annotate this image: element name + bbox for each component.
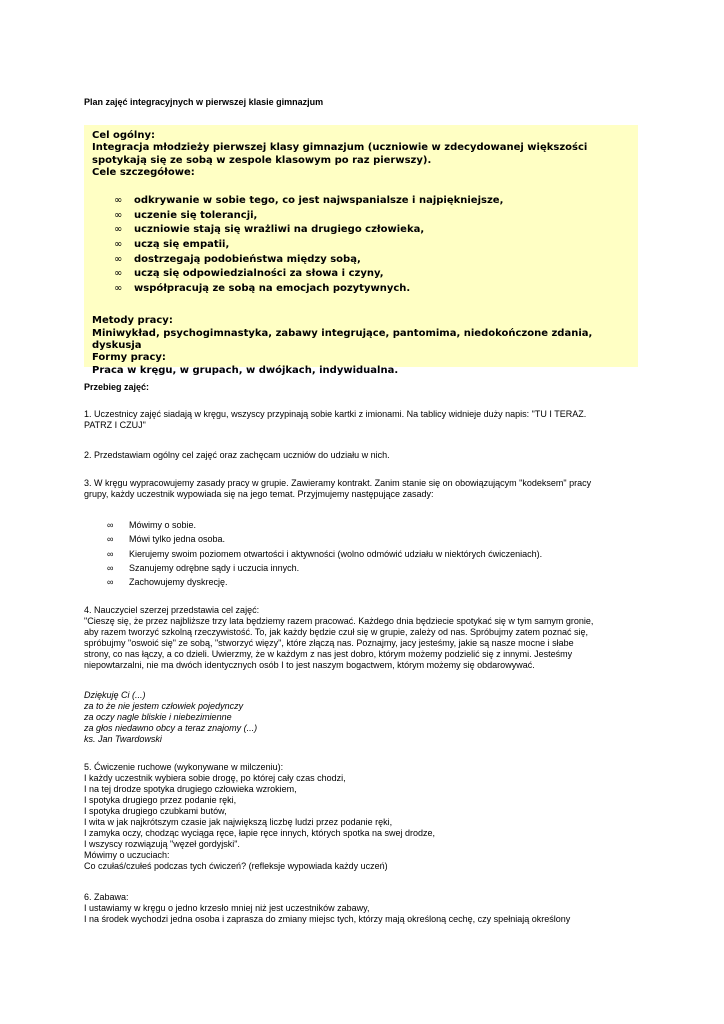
paragraph-6: 6. Zabawa: I ustawiamy w kręgu o jedno krzesło mniej niż jest uczestników zabawy, I na środek wychodzi jedna osoba i zaprasza do zmiany miejsc tych, którzy mają określoną cechę, czy spełniają określony (84, 892, 571, 924)
infinity-bullet-icon: ∞ (114, 282, 123, 294)
paragraph-5: 5. Ćwiczenie ruchowe (wykonywane w milczeniu): I każdy uczestnik wybiera sobie drogę, po której cały czas chodzi, I na tej drodze spotyka drugiego człowieka wzrokiem, I spotyka drugiego przez podanie ręki, I spotyka drugiego czubkami butów, I wita w jak najkrótszym czasie jak największą liczbę ludzi przez podanie ręki, I zamyka oczy, chodząc wyciąga ręce, łapie ręce innych, których spotka na swej drodze, I wszyscy rozwiązują "węzeł gordyjski". Mówimy o uczuciach: Co czułaś/czułeś podczas tych ćwiczeń? (refleksje wypowiada każdy uczeń) (84, 762, 435, 871)
infinity-bullet-icon: ∞ (107, 534, 114, 545)
infinity-bullet-icon: ∞ (107, 562, 114, 573)
infinity-bullet-icon: ∞ (107, 520, 114, 530)
infinity-bullet-icon: ∞ (114, 253, 123, 265)
poem-quote: Dziękuję Ci (...) za to że nie jestem człowiek pojedynczy za oczy nagle bliskie i niebezimienne za głos niedawno obcy a teraz znajomy (...) ks. Jan Twardowski (84, 690, 640, 745)
paragraph-4: 4. Nauczyciel szerzej przedstawia cel zajęć: "Cieszę się, że przez najbliższe trzy lata będziemy razem pracować. Każdego dnia będziecie spotykać się w tym samym gronie, aby razem tworzyć szkolną rzeczywistość. To, jak każdy będzie czuł się w grupie, zależy od nas. Spróbujmy zatem poznać się, spróbujmy "oswoić się" ze sobą, "stworzyć więzy", które złączą nas. Poznajmy, jacy jesteśmy, jakie są nasze mocne i słabe strony, co nas łączy, a co dzieli. Uwierzmy, że w każdym z nas jest dobro, którym możemy podzielić się z innymi. Jesteśmy niepowtarzalni, nie ma dwóch identycznych osób I to jest naszym bogactwem, którym możemy się obdarowywać. (84, 605, 594, 670)
list-item: ∞ Zachowujemy dyskrecję. (84, 575, 542, 589)
list-item: ∞ uczniowie stają się wrażliwi na drugiego człowieka, (92, 223, 630, 238)
infinity-bullet-icon: ∞ (114, 195, 123, 207)
paragraph-2: 2. Przedstawiam ogólny cel zajęć oraz zachęcam uczniów do udziału w nich. (84, 450, 390, 460)
methods-text: Miniwykład, psychogimnastyka, zabawy integrujące, pantomima, niedokończone zdania, dyskusja (92, 327, 593, 351)
infinity-bullet-icon: ∞ (107, 548, 114, 559)
poem-author: ks. Jan Twardowski (84, 734, 162, 744)
general-goal-text-line: Integracja młodzieży pierwszej klasy gimnazjum (uczniowie w zdecydowanej większości (92, 142, 588, 154)
list-item: ∞ Mówi tylko jedna osoba. (84, 532, 542, 546)
rules-list (84, 518, 542, 589)
list-item: ∞ uczenie się tolerancji, (92, 209, 630, 224)
infinity-bullet-icon: ∞ (114, 209, 123, 221)
infinity-bullet-icon: ∞ (107, 577, 114, 588)
document-title: Plan zajęć integracyjnych w pierwszej klasie gimnazjum (84, 97, 324, 107)
course-heading: Przebieg zajęć: (84, 382, 150, 392)
list-item: ∞ Szanujemy odrębne sądy i uczucia innych. (84, 561, 542, 575)
methods-label: Metody pracy: (92, 315, 173, 327)
list-item: ∞ Kierujemy swoim poziomem otwartości i aktywności (wolno odmówić udziału w niektórych ćwiczeniach). (84, 547, 542, 561)
list-item: ∞ odkrywanie w sobie tego, co jest najwspanialsze i najpiękniejsze, (92, 194, 630, 209)
infinity-bullet-icon: ∞ (114, 268, 123, 280)
forms-text: Praca w kręgu, w grupach, w dwójkach, indywidualna. (92, 364, 399, 376)
list-item: ∞ uczą się odpowiedzialności za słowa i czyny, (92, 267, 630, 282)
detailed-goals-label: Cele szczegółowe: (92, 166, 195, 178)
list-item: ∞ współpracują ze sobą na emocjach pozytywnych. (92, 282, 630, 297)
objectives-box (84, 125, 638, 376)
general-goal-label: Cel ogólny: (92, 130, 155, 141)
infinity-bullet-icon: ∞ (114, 224, 123, 236)
paragraph-3: 3. W kręgu wypracowujemy zasady pracy w grupie. Zawieramy kontrakt. Zanim stanie się on obowiązującym "kodeksem" pracy grupy, każdy uczestnik wypowiada się na jego temat. Przyjmujemy następujące zasady: (84, 478, 592, 499)
forms-label: Formy pracy: (92, 352, 166, 364)
detailed-goals-list (92, 194, 630, 296)
paragraph-1: 1. Uczestnicy zajęć siadają w kręgu, wszyscy przypinają sobie kartki z imionami. Na tablicy widnieje duży napis: "TU I TERAZ. PATRZ I CZUJ" (84, 409, 587, 430)
infinity-bullet-icon: ∞ (114, 238, 123, 250)
list-item: ∞ dostrzegają podobieństwa między sobą, (92, 253, 630, 268)
list-item: ∞ uczą się empatii, (92, 238, 630, 253)
general-goal-text-line: spotykają się ze sobą w zespole klasowym po raz pierwszy). (92, 154, 432, 166)
list-item: ∞ Mówimy o sobie. (84, 518, 542, 532)
